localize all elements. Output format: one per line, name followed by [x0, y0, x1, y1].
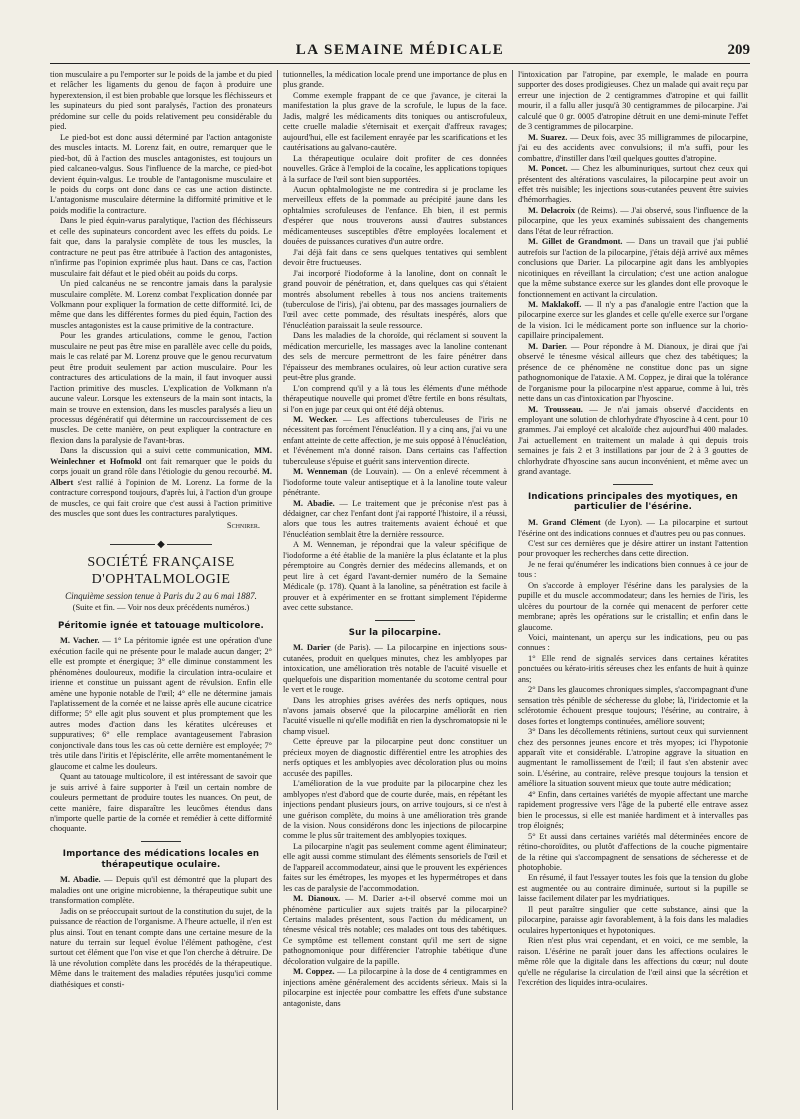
speaker-name: M. Suarez.: [528, 132, 568, 142]
paragraph: 1° Elle rend de signalés services dans certaines kératites ponctuées ou kérato-iritis séreuses chez les enfants de huit à quinze ans;: [518, 653, 748, 684]
paragraph-text: — Chez les albuminuriques, surtout chez ceux qui présentent des altérations vasculaires, la pilocarpine peut avoir un effet très nuisible; les injections sous-cutanées peuvent être suivies d'hémorrhagies.: [518, 164, 748, 205]
speaker-name: M. Wenneman: [293, 467, 348, 477]
paragraph: Voici, maintenant, un aperçu sur les indications, peu ou pas connues :: [518, 633, 748, 653]
paragraph: J'ai déjà fait dans ce sens quelques tentatives qui semblent devoir être fructueuses.: [283, 247, 507, 268]
paragraph: [283, 415, 507, 467]
subheading: Péritomie ignée et tatouage multicolore.: [58, 620, 264, 631]
short-rule: [375, 620, 415, 621]
column-left: [50, 70, 272, 1110]
paragraph: tion musculaire a pu l'emporter sur le poids de la jambe et du pied et relâcher les ligaments du genou de façon à produire une hyperextension, il est bien probable que lorsque les fléchisseurs et les supinateurs du pied sont paralysés, l'action des pronateurs prédomine sur celle du poids relativement peu considérable du pied.: [50, 70, 272, 132]
subheading: Importance des médications locales en thérapeutique oculaire.: [62, 848, 260, 870]
speaker-name: M. Trousseau.: [528, 404, 583, 414]
paragraph: [283, 894, 507, 967]
paragraph-text: s'est rallié à l'opinion de M. Lorenz. La forme de la contracture correspond toujours, d'après lui, à l'action d'un groupe de muscles, ce qui fait croire que c'est aussi à l'action primitive des muscles que sont dues les contractures paralytiques.: [50, 477, 272, 519]
speaker-name: M. Maklakoff.: [528, 299, 582, 309]
paragraph: L'amélioration de la vue produite par la pilocarpine chez les amblyopes n'est d'abord que de courte durée, mais, en répétant les injections pendant plusieurs jours, on arrive toujours, si ce n'est à une guérison complète, du moins à une amélioration très grande de la vision. Nous considérons donc les injections de pilocarpine comme le plus sûr traitement des amblyopies toxiques.: [283, 779, 507, 841]
paragraph: [518, 133, 748, 164]
page-header: [50, 40, 750, 62]
paragraph: La thérapeutique oculaire doit profiter de ces données nouvelles. Grâce à l'emploi de la cocaïne, les applications topiques à la surface de l'œil sont bien supportées.: [283, 153, 507, 184]
paragraph-text: — Il n'y a pas d'analogie entre l'action que la pilocarpine exerce sur les glandes et celle qu'elle exerce sur l'organe de la vision. Ici le médicament porte son influence sur la chorio-capillaire principalement.: [518, 299, 748, 341]
paragraph: [518, 300, 748, 342]
paragraph: [518, 518, 748, 539]
paragraph: A M. Wenneman, je répondrai que la valeur spécifique de l'iodoforme a été établie de la manière la plus éclatante et la plus péremptoire au Congrès dernier des médecins allemands, et on peut lire à cet égard l'avant-dernier numéro de la Semaine Médicale (p. 178). Quant à la lanoline, sa pénétration est facile à prouver et à expérimenter en se frottant simplement l'épiderme avec cette substance.: [283, 540, 507, 613]
paragraph: L'on comprend qu'il y a là tous les éléments d'une méthode thérapeutique nouvelle qui promet d'être fertile en bons résultats, si l'on en juge par ceux qui ont été déjà obtenus.: [283, 383, 507, 414]
paragraph: [50, 636, 272, 772]
speaker-name: M. Albert: [50, 467, 272, 487]
paragraph-text: (de Lyon). — La pilocarpine et surtout l'ésérine ont des indications connues et d'autres peu ou pas connues.: [518, 518, 748, 538]
page-number: 209: [727, 42, 750, 58]
paragraph-text: — Deux fois, avec 35 milligrammes de pilocarpine, j'ai eu des accidents avec convulsions; il m'a suffi, pour les combattre, d'instiller dans l'œil quelques gouttes d'atropine.: [518, 132, 748, 163]
signature: Schnirer.: [226, 521, 260, 531]
speaker-name: M. Darier: [293, 643, 331, 653]
paragraph: [518, 342, 748, 405]
speaker-name: M. Abadie.: [293, 498, 335, 508]
subheading: Sur la pilocarpine.: [348, 627, 442, 638]
speaker-name: MM. Weinlechner et Hofmokl: [50, 446, 272, 466]
paragraph: Je ne ferai qu'énumérer les indications bien connues à ce jour de tous :: [518, 559, 748, 580]
paragraph-text: — Dans un travail que j'ai publié autrefois sur l'action de la pilocarpine, j'étais déjà arrivé aux mêmes conclusions que Darier. La pilocarpine agit dans les amblyopies nicotiniques en réveillant la circulation; c'est une action analogue que la même substance exerce sur les glandes dont elle provoque le fonctionnement en activant la circulation.: [518, 237, 748, 299]
short-rule: [141, 841, 181, 842]
paragraph-text: Dans la discussion qui a suivi cette communication,: [60, 446, 250, 456]
paragraph: On s'accorde à employer l'ésérine dans les paralysies de la pupille et du muscle accommodateur; dans les hernies de l'iris, les ulcères du pourtour de la cornée qui menacent de perforer cette membrane; après les opérations sur le cristallin; et enfin dans le glaucome.: [518, 580, 748, 632]
paragraph: Cette épreuve par la pilocarpine peut donc constituer un précieux moyen de diagnostic différentiel entre les atrophies des nerfs optiques et les amblyopies avec décoloration plus ou moins accusée des papilles.: [283, 737, 507, 778]
speaker-name: M. Gillet de Grandmont.: [528, 237, 623, 247]
speaker-name: M. Wecker.: [293, 414, 338, 424]
paragraph: [283, 467, 507, 498]
paragraph: tutionnelles, la médication locale prend une importance de plus en plus grande.: [283, 70, 507, 90]
paragraph-text: (de Paris). — La pilocarpine en injections sous-cutanées, produit en quelques minutes, chez les amblyopes par intoxication, une amélioration très notable de l'acuité visuelle et quelquefois une disparition momentanée du scotome central pour le vert et le rouge.: [283, 643, 507, 695]
paragraph: [518, 405, 748, 478]
paragraph: Jadis on se préoccupait surtout de la constitution du sujet, de la puissance de réaction de l'organisme. A l'heure actuelle, il n'en est plus ainsi. Tout en tenant compte dans une certaine mesure de la nature du terrain sur lequel évolue l'élément pathogène, c'est surtout cet élément que l'on vise et que l'on cherche à détruire. De là une révolution complète dans les procédés de la thérapeutique. Même dans le traitement des maladies réputées jusqu'ici comme diathésiques et consti-: [50, 906, 272, 989]
section-title: SOCIÉTÉ FRANÇAISE D'OPHTALMOLOGIE: [87, 554, 235, 588]
paragraph-text: (de Reims). — J'ai observé, sous l'influence de la pilocarpine, que les yeux examinés subissaient des changements dans l'état de leur réfraction.: [518, 205, 748, 236]
speaker-name: M. Coppez.: [293, 967, 335, 977]
paragraph: [518, 237, 748, 300]
paragraph: J'ai incorporé l'iodoforme à la lanoline, dont on connaît le grand pouvoir de pénétration, et, dans quelques cas qui s'étaient montrés absolument rebelles à tous nos anciens traitements (tuberculose de l'iris), j'ai obtenu, par des massages journaliers de l'œil avec cette pommade, des résultats inespérés, alors que l'énucléation paraissait la seule ressource.: [283, 268, 507, 330]
paragraph-text: — Pour répondre à M. Dianoux, je dirai que j'ai observé le ténesme vésical ailleurs que chez des tabétiques; la présence de ce phénomène ne constitue donc pas un signe pathognomonique de l'ataxie. A M. Coppez, je dirai que la tolérance de l'organisme pour la pilocarpine n'est apparue, comme à lui, très nette dans un cas d'intoxication par l'hyoscine.: [518, 341, 748, 404]
paragraph-text: — 1° La péritomie ignée est une opération d'une exécution facile qui ne présente pour le malade aucun danger; 2° elle est prompte et énergique; 3° elle diminue constamment les phénomènes douloureux, modifie la circulation intra-oculaire et irienne et constitue un puissant agent de révulsion. Enfin elle amène une hyponie notable de l'œil; 4° elle ne détermine jamais l'aplatissement de la cornée et ne laisse après elle aucune cicatrice difforme; 5° elle agit plus souvent et plus promptement que les autres modes d'action dans les kératites ulcéreuses et suppuratives; 6° elle remplace avantageusement l'abrasion conjonctivale dans tous les cas où cette dernière est employée; 7° très utile dans l'iritis et l'épisclérite, elle arrête momentanément le glaucome et calme les douleurs.: [50, 636, 272, 771]
speaker-name: M. Delacroix: [528, 205, 576, 215]
paragraph-text: — Depuis qu'il est démontré que la plupart des maladies ont une origine microbienne, la thérapeutique subit une transformation complète.: [50, 875, 272, 906]
column-divider-left: [277, 70, 278, 1110]
header-rule: [50, 63, 750, 64]
ornament-divider: [50, 540, 272, 548]
paragraph-text: (de Louvain). — On a enlevé récemment à l'iodoforme toute valeur antiseptique et à la lanoline toute valeur pénétrante.: [283, 467, 507, 498]
paragraph: l'intoxication par l'atropine, par exemple, le malade en pourra supporter des doses prodigieuses. Chez un malade qui avait reçu par erreur une injection de 2 centigrammes d'atropine et qui faillit mourir, il a fallu aller jusqu'à 30 centigrammes de pilocarpine. J'ai calculé que 0 gr. 0005 d'atropine détruit en une demi-minute l'effet de 3 centigrammes de pilocarpine.: [518, 70, 748, 132]
column-right: [518, 70, 748, 1110]
paragraph: Pour les grandes articulations, comme le genou, l'action musculaire ne peut pas être mise en parallèle avec celle du poids, mais le cas relaté par M. Lorenz prouve que le genou recurvatum peut être produit seulement par action musculaire. Pour les contractures des articulations de la main, il faut invoquer aussi l'action primitive des muscles. L'explication de Volkmann n'a aucune valeur. Lorsque les extenseurs de la main sont intacts, la main se trouve en extension, dans les muscles paralysés a lieu un processus dégénératif qui détermine un raccourcissement de ces muscles. De cette manière, on peut expliquer la contracture en flexion dans la paralysie de l'avant-bras.: [50, 331, 272, 445]
subheading: Indications principales des myotiques, en particulier de l'ésérine.: [527, 491, 739, 513]
column-middle: [283, 70, 507, 1110]
paragraph: Rien n'est plus vrai cependant, et en voici, ce me semble, la raison. L'ésérine ne paraît jouer dans les affections oculaires le même rôle que la digitale dans les affections du cœur; nul doute qu'elle ne régularise la circulation de l'œil ainsi que la sécrétion et l'excrétion des liquides intra-oculaires.: [518, 936, 748, 987]
paragraph: La pilocarpine n'agit pas seulement comme agent éliminateur; elle agit aussi comme stimulant des éléments sensoriels de l'œil et de l'appareil accommodateur, ainsi que le prouvent les expériences faites sur les émétropes, les myopes et les hypermétropes et dans les cas de paralysie de l'accommodation.: [283, 841, 507, 893]
running-title: LA SEMAINE MÉDICALE: [295, 42, 505, 58]
speaker-name: M. Abadie.: [60, 875, 101, 885]
paragraph: Un pied calcanéus ne se rencontre jamais dans la paralysie musculaire complète. M. Lorenz combat l'explication donnée par Volkmann pour expliquer la formation de cette difformité. Ici, de même que dans les différentes formes du pied équin, l'action des muscles antagonistes est la cause primitive de la contracture.: [50, 279, 272, 330]
paragraph: 3° Dans les décollements rétiniens, surtout ceux qui surviennent chez des personnes jeunes encore et très myopes; ici l'hypotonie apparaît vite et considérable. L'atropine aggrave la situation en augmentant le ramollissement de l'œil; il faut s'en abstenir avec soin. L'ésérine, au contraire, relève presque toujours la tension et améliore la situation souvent mieux que toute autre médication;: [518, 727, 748, 789]
paragraph: [50, 446, 272, 519]
paragraph: [283, 967, 507, 1009]
paragraph: Dans les atrophies grises avérées des nerfs optiques, nous n'avons jamais observé que la pilocarpine améliorât en rien l'acuité visuelle ni qu'elle modifiât en rien la dyschromatopsie ni le champ visuel.: [283, 695, 507, 736]
paragraph: Aucun ophtalmologiste ne me contredira si je proclame les merveilleux effets de la pommade au précipité jaune dans les ophtalmies scrofuleuses de l'enfance. Eh bien, il est permis d'espérer que nous trouverons aussi d'autres substances médicamenteuses susceptibles d'être employées localement et douées de puissances curatives d'un autre ordre.: [283, 184, 507, 247]
paragraph: [518, 206, 748, 237]
paragraph: 2° Dans les glaucomes chroniques simples, s'accompagnant d'une sensation très pénible de sécheresse du globe; là, l'iridectomie et la sclérotomie échouent presque toujours; l'ésérine, au contraire, à doses fortes et longtemps continuées, améliore souvent;: [518, 685, 748, 726]
speaker-name: M. Grand Clément: [528, 518, 601, 528]
paragraph-text: — La pilocarpine à la dose de 4 centigrammes en injections amène généralement des accidents sérieux. Mais si la pilocarpine est injectée pour combattre les effets d'une substance antagoniste, dans: [283, 967, 507, 1008]
paragraph-text: — Le traitement que je préconise n'est pas à dédaigner, car chez l'enfant dont j'ai rapporté l'histoire, il a réussi, alors que tous les autres traitements avaient échoué et que l'énucléation semblait être la dernière ressource.: [283, 498, 507, 539]
paragraph: [50, 875, 272, 906]
paragraph: [283, 499, 507, 541]
paragraph: [283, 643, 507, 695]
section-subtitle: Cinquième session tenue à Paris du 2 au 6 mai 1887.: [65, 590, 257, 601]
paragraph: C'est sur ces dernières que je désire attirer un instant l'attention pour provoquer les recherches dans cette direction.: [518, 538, 748, 559]
paragraph-text: — Je n'ai jamais observé d'accidents en employant une solution de chlorhydrate d'hyoscine à 4 cent. pour 10 grammes. J'ai employé cet alcaloïde chez aujourd'hui 400 malades. J'ai actuellement en traitement un malade à qui depuis trois semaines je fais 2 et 3 instillations par jour de 2 à 3 gouttes de chlorhydrate d'hyoscine sans aucun inconvénient, et même avec un grand avantage.: [518, 404, 748, 477]
column-divider-right: [512, 70, 513, 1110]
paragraph: Quant au tatouage multicolore, il est intéressant de savoir que je suis arrivé à faire supporter à l'œil un certain nombre de couleurs permettant de produire toutes les nuances. On peut, de cette manière, faire disparaître les leucômes étendus dans n'importe quelle partie de la cornée et remédier à cette difformité choquante.: [50, 772, 272, 834]
paragraph: Il peut paraître singulier que cette substance, ainsi que la pilocarpine, paraisse agir favorablement, à la fois dans les maladies oculaires hypertoniques et hypotoniques.: [518, 904, 748, 935]
paragraph: [518, 164, 748, 206]
speaker-name: M. Darier.: [528, 341, 567, 351]
speaker-name: M. Vacher.: [60, 636, 100, 646]
paragraph: 4° Enfin, dans certaines variétés de myopie affectant une marche rapidement progressive vers l'âge de la puberté elle entrave assez bien le processus, si elle est maniée hardiment et à intervalles pas trop éloignés;: [518, 789, 748, 831]
paragraph: 5° Et aussi dans certaines variétés mal déterminées encore de rétino-choroïdites, ou plutôt d'affections de la couche pigmentaire de la rétine qui s'accompagnent de sensations de sécheresse et de photophobie.: [518, 831, 748, 872]
paragraph-text: — M. Darier a-t-il observé comme moi un phénomène particulier aux sujets traités par la pilocarpine? Certains malades présentent, sous l'action du médicament, un ténesme vésical très notable; ces malades ont tous des tabétiques. Ce symptôme est tellement constant qu'il me sert de signe pathognomonique pour différencier l'atrophie tabétique d'une décoloration vulgaire de la papille.: [283, 894, 507, 966]
speaker-name: M. Poncet.: [528, 164, 568, 174]
paragraph-text: — Les affections tuberculeuses de l'iris ne nécessitent pas forcément l'énucléation. Il y a cinq ans, j'ai vu une enfant atteinte de cette affection, je me suis opposé à l'énucléation, et l'événement m'a donné raison. Dans certains cas l'affection tuberculeuse s'épuise et guérit sans intervention directe.: [283, 414, 507, 466]
diamond-icon: ◆: [157, 538, 165, 550]
paragraph-text: ont fait remarquer que le poids du corps jouait un grand rôle dans l'étiologie du genou recourbé.: [50, 456, 272, 477]
paragraph: Le pied-bot est donc aussi déterminé par l'action antagoniste des muscles intacts. M. Lorenz fait, en outre, remarquer que le pied-bot, dû à l'action des muscles antagonistes, est toujours un pied calcaneo-valgus. Sous l'influence de la marche, ce pied-bot devient équin-valgus. Le trouble de l'antagonisme musculaire et le poids du corps ont donc dans ce cas une action distincte. L'antagonisme musculaire détermine la difformité primitive et le poids modifie la contracture.: [50, 132, 272, 215]
short-rule: [613, 484, 653, 485]
paragraph: Comme exemple frappant de ce que j'avance, je citerai la manifestation la plus grave de la scrofule, le lupus de la face. Jadis, malgré les médicaments dits toniques ou antiscrofuleux, cette cruelle maladie s'éternisait et exerçait d'affreux ravages; aujourd'hui, elle est facilement enrayée par les scarifications et les cautérisations au galvano-cautère.: [283, 90, 507, 153]
paragraph: Dans les maladies de la choroïde, qui réclament si souvent la médication mercurielle, les massages avec la lanoline contenant des sels de mercure permettront de les faire pénétrer dans l'épaisseur des membranes oculaires, où leur action curative sera peut-être plus grande.: [283, 331, 507, 383]
section-note: (Suite et fin. — Voir nos deux précédents numéros.): [72, 601, 250, 612]
paragraph: En résumé, il faut l'essayer toutes les fois que la tension du globe est augmentée ou au contraire diminuée, surtout si la pupille se laisse facilement dilater par les mydriatiques.: [518, 873, 748, 904]
paragraph: Dans le pied équin-varus paralytique, l'action des fléchisseurs et celle des supinateurs concordent avec les effets du poids. Le fait que, dans la paralysie complète de tous les muscles, la contracture ne peut pas être attribuée à l'action des antagonistes, n'infirme pas l'opinion exprimée plus haut. Dans ce cas, l'action musculaire fait défaut et le pied obéit au poids du corps.: [50, 216, 272, 278]
speaker-name: M. Dianoux.: [293, 894, 341, 904]
